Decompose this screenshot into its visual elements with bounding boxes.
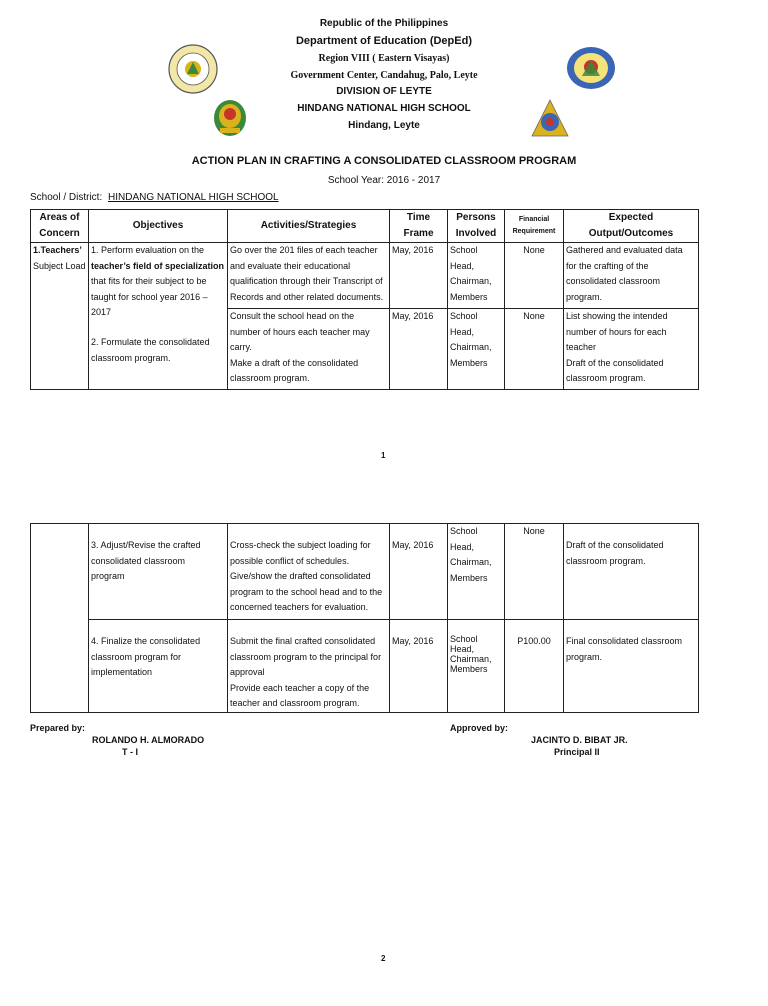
cell-area — [31, 524, 89, 713]
table-row — [31, 524, 699, 620]
cell-activities: Consult the school head on the number of hours each teacher may carry. Make a draft of the consolidated classroom program. — [228, 309, 390, 390]
cell-persons: School Head, Chairman, Members — [448, 243, 505, 309]
prepared-by-title: T - I — [122, 747, 138, 757]
header-financial: Financial Requirement — [505, 210, 564, 243]
cell-activities: Go over the 201 files of each teacher and evaluate their educational qualification through their Transcript of Records and other related documents. — [228, 243, 390, 309]
page-number-2: 2 — [381, 954, 386, 963]
cell-objectives: 1. Perform evaluation on the teacher’s field of specialization that fits for their subject to be taught for school year 2016 – 2017 2. Formulate the consolidated classroom program. — [89, 243, 228, 390]
cell-output: Final consolidated classroom program. — [564, 620, 699, 713]
cell-objectives: 3. Adjust/Revise the crafted consolidated classroom program — [89, 524, 228, 620]
document-title: ACTION PLAN IN CRAFTING A CONSOLIDATED CLASSROOM PROGRAM — [191, 155, 577, 167]
deped-logo-icon — [212, 98, 248, 138]
division-seal-icon — [168, 44, 218, 94]
header-school: HINDANG NATIONAL HIGH SCHOOL — [297, 103, 471, 114]
school-seal-icon — [566, 46, 616, 90]
action-plan-table-continued — [30, 523, 699, 713]
cell-financial: None — [505, 243, 564, 309]
cell-time: May, 2016 — [390, 243, 448, 309]
table-header-row — [31, 210, 699, 243]
prepared-by-label: Prepared by: — [30, 723, 86, 733]
school-district-label: School / District: — [30, 192, 103, 203]
table-row — [31, 243, 699, 309]
school-district-line — [30, 192, 279, 203]
cell-financial: None — [505, 309, 564, 390]
header-time-frame: Time Frame — [390, 210, 448, 243]
cell-persons: School Head, Chairman, Members — [448, 524, 505, 620]
cell-objectives: 4. Finalize the consolidated classroom program for implementation — [89, 620, 228, 713]
school-district-value: HINDANG NATIONAL HIGH SCHOOL — [108, 192, 279, 203]
header-republic: Republic of the Philippines — [319, 18, 449, 29]
approved-by-name: JACINTO D. BIBAT JR. — [531, 735, 628, 745]
cell-activities: Cross-check the subject loading for possible conflict of schedules. Give/show the drafted consolidated program to the school head and to the concerned teachers for evaluation. — [228, 524, 390, 620]
table-row — [31, 620, 699, 713]
cell-time: May, 2016 — [390, 620, 448, 713]
header-region: Region VIII ( Eastern Visayas) — [318, 53, 450, 64]
header-address: Government Center, Candahug, Palo, Leyte — [290, 70, 478, 81]
cell-persons: School Head, Chairman, Members — [448, 309, 505, 390]
header-division: DIVISION OF LEYTE — [336, 86, 432, 97]
prepared-by-name: ROLANDO H. ALMORADO — [92, 735, 205, 745]
cell-time: May, 2016 — [390, 524, 448, 620]
header-activities: Activities/Strategies — [228, 210, 390, 243]
cell-financial: None — [505, 524, 564, 620]
cell-area: 1.Teachers’ Subject Load — [31, 243, 89, 390]
school-emblem-icon — [530, 98, 570, 140]
header-persons: Persons Involved — [448, 210, 505, 243]
header-location: Hindang, Leyte — [348, 120, 420, 131]
header-output: Expected Output/Outcomes — [564, 210, 699, 243]
cell-persons: School Head, Chairman, Members — [448, 620, 505, 713]
header-deped: Department of Education (DepEd) — [295, 35, 472, 47]
header-areas: Areas of Concern — [31, 210, 89, 243]
approved-by-label: Approved by: — [450, 723, 509, 733]
cell-output: List showing the intended number of hours for each teacher Draft of the consolidated classroom program. — [564, 309, 699, 390]
header-objectives: Objectives — [89, 210, 228, 243]
approved-by-title: Principal II — [554, 747, 600, 757]
cell-output: Draft of the consolidated classroom program. — [564, 524, 699, 620]
cell-activities: Submit the final crafted consolidated classroom program to the principal for approval Provide each teacher a copy of the teacher and classroom program. — [228, 620, 390, 713]
page-number-1: 1 — [381, 451, 386, 460]
action-plan-table — [30, 209, 699, 390]
cell-output: Gathered and evaluated data for the crafting of the consolidated classroom program. — [564, 243, 699, 309]
school-year: School Year: 2016 - 2017 — [327, 175, 441, 186]
cell-financial: P100.00 — [505, 620, 564, 713]
cell-time: May, 2016 — [390, 309, 448, 390]
